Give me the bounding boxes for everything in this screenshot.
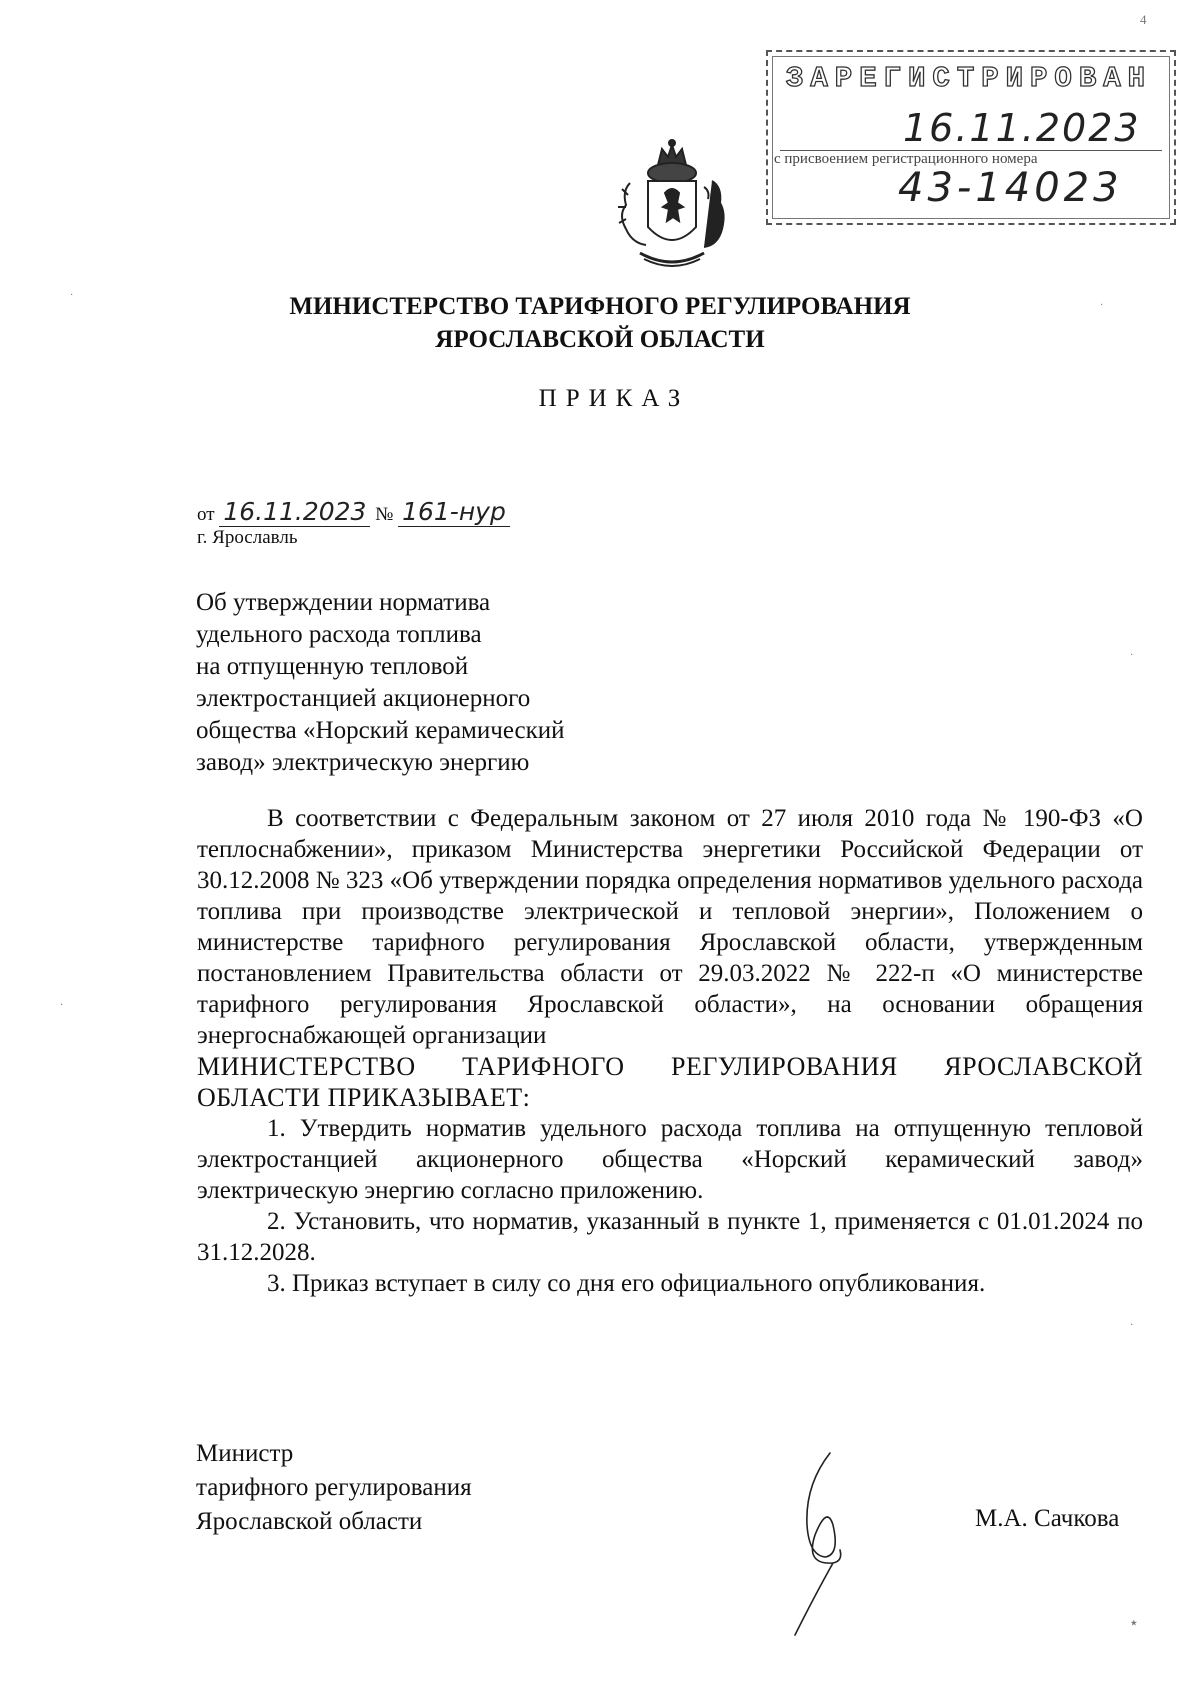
- order-date-number: [197, 497, 510, 527]
- signer-position-line2: тарифного регулирования: [196, 1474, 472, 1501]
- registration-stamp-title: ЗАРЕГИСТРИРОВАН: [786, 62, 1153, 95]
- order-subject: [196, 587, 565, 779]
- order-date: 16.11.2023: [223, 497, 367, 526]
- signer-name: М.А. Сачкова: [975, 1505, 1120, 1532]
- order-item-1: 1. Утвердить норматив удельного расхода топлива на отпущенную тепловой электростанцией акционерного общества «Норский керамический завод» электрическую энергию согласно приложению.: [197, 1115, 1143, 1204]
- resolution-clause: МИНИСТЕРСТВО ТАРИФНОГО РЕГУЛИРОВАНИЯ ЯРОСЛАВСКОЙ ОБЛАСТИ ПРИКАЗЫВАЕТ:: [197, 1052, 1143, 1112]
- ministry-name: [0, 290, 1200, 356]
- signer-position: [196, 1437, 472, 1539]
- page-number: 4: [1140, 12, 1147, 27]
- subject-line: электростанцией акционерного: [196, 685, 531, 712]
- document-type: ПРИКАЗ: [538, 385, 690, 412]
- date-prefix: от: [197, 504, 215, 525]
- registration-date: 16.11.2023: [903, 106, 1141, 150]
- ministry-name-line2: ЯРОСЛАВСКОЙ ОБЛАСТИ: [435, 326, 765, 353]
- preamble: В соответствии с Федеральным законом от 27 июля 2010 года № 190-ФЗ «О теплоснабжении», приказом Министерства энергетики Российской Федерации от 30.12.2008 № 323 «Об утверждении порядка определения нормативов удельного расхода топлива при производстве электрической и тепловой энергии», Положением о министерстве тарифного регулирования Ярославской области, утвержденным постановлением Правительства области от 29.03.2022 № 222-п «О министерстве тарифного регулирования Ярославской области», на основании обращения энергоснабжающей организации: [197, 805, 1144, 1049]
- subject-line: Об утверждении норматива: [196, 589, 491, 616]
- subject-line: удельного расхода топлива: [196, 621, 482, 648]
- registration-stamp-subtitle: с присвоением регистрационного номера: [774, 151, 1038, 167]
- registration-stamp: [766, 50, 1176, 225]
- registration-number: 43-14023: [898, 165, 1123, 211]
- order-body: [197, 803, 1143, 1299]
- ministry-name-line1: МИНИСТЕРСТВО ТАРИФНОГО РЕГУЛИРОВАНИЯ: [289, 293, 911, 320]
- handwritten-signature: [785, 1445, 875, 1640]
- subject-line: завод» электрическую энергию: [196, 749, 530, 776]
- document-page: 4 ЗАРЕГИСТРИРОВАН 16.11.2023 с присвоением регистрационного номера 43-14023 МИНИСТЕРСТВО ТАРИФНОГО РЕГУЛИРОВАНИЯ ЯРОСЛАВСКОЙ ОБЛАСТИ ПРИКАЗ от 16.11.2023 № 161-нур г. Ярославль Об утверждении норматива удельного расхода топлива на отпущенную тепловой электростанцией акционерного общества «Норский керамический завод» электрическую энергию В соответствии с Федеральным законом от 27 июля 2010 года № 190-ФЗ «О теплоснабжении», приказом Министерства энергетики Российской Федерации от 30.12.2008 № 323 «Об утверждении порядка определения нормативов удельного расхода топлива при производстве электрической и тепловой энергии», Положением о министерстве тарифного регулирования Ярославской области, утвержденным постановлением Правительства области от 29.03.2022 № 222-п «О министерстве тарифного регулирования Ярославской области», на основании обращения энергоснабжающей организации МИНИСТЕРСТВО ТАРИФНОГО РЕГУЛИРОВАНИЯ ЯРОСЛАВСКОЙ ОБЛАСТИ ПРИКАЗЫВАЕТ: 1. Утвердить норматив удельного расхода топлива на отпущенную тепловой электростанцией акционерного общества «Норский керамический завод» электрическую энергию согласно приложению. 2. Установить, что норматив, указанный в пункте 1, применяется с 01.01.2024 по 31.12.2028. 3. Приказ вступает в силу со дня его официального опубликования. Министр тарифного регулирования Ярославской области М.А. Сачкова · · · · · ٭: [0, 0, 1200, 1697]
- subject-line: общества «Норский керамический: [196, 717, 565, 744]
- city: г. Ярославль: [197, 527, 298, 548]
- subject-line: на отпущенную тепловой: [196, 653, 469, 680]
- number-prefix: №: [375, 504, 394, 525]
- order-item-2: 2. Установить, что норматив, указанный в пункте 1, применяется с 01.01.2024 по 31.12.2028.: [197, 1208, 1143, 1266]
- coat-of-arms-icon: [610, 135, 735, 275]
- signer-position-line3: Ярославской области: [196, 1508, 423, 1535]
- order-item-3: 3. Приказ вступает в силу со дня его официального опубликования.: [267, 1270, 986, 1297]
- order-number: 161-нур: [402, 497, 506, 526]
- signer-position-line1: Министр: [196, 1440, 294, 1467]
